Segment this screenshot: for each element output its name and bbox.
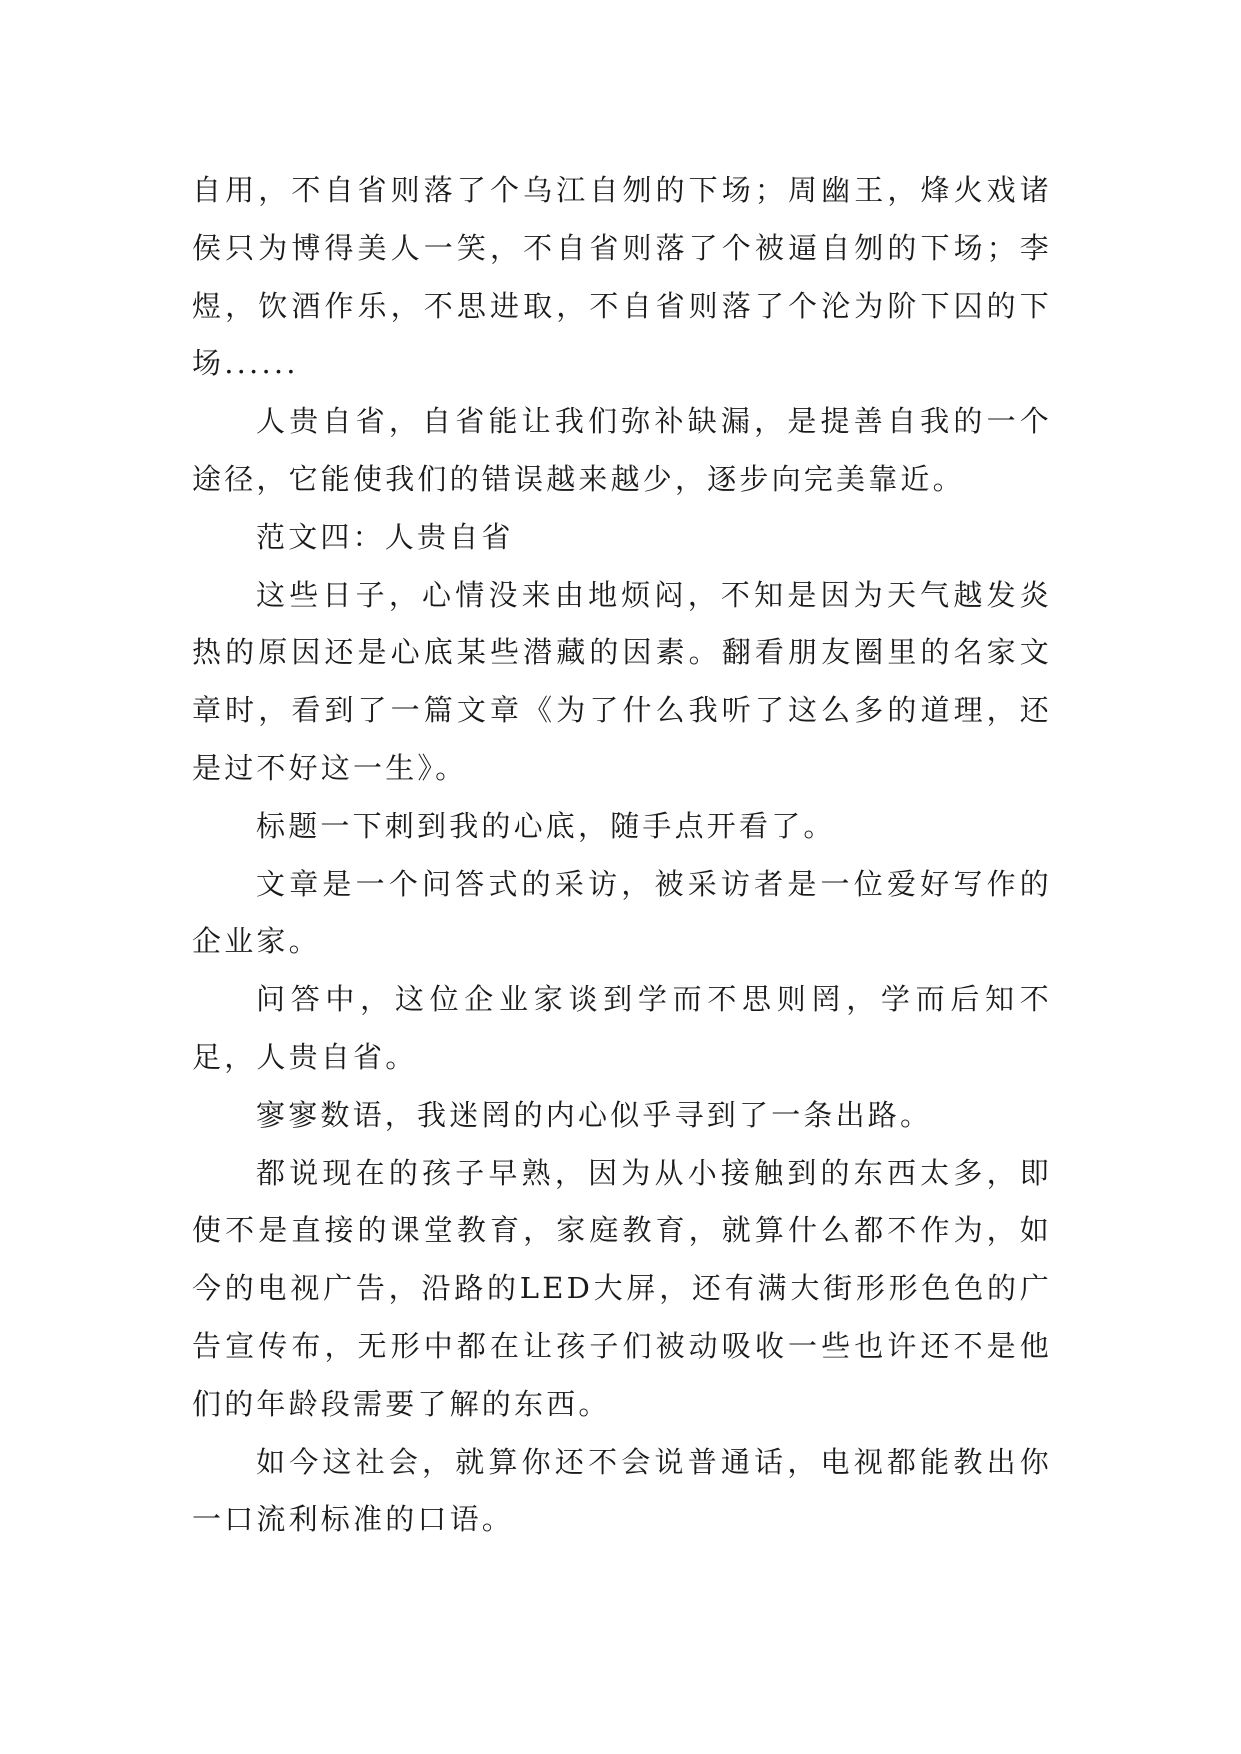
paragraph-8: 寥寥数语，我迷罔的内心似乎寻到了一条出路。	[256, 1097, 933, 1132]
document-body	[192, 162, 1052, 1549]
paragraph-2: 人贵自省，自省能让我们弥补缺漏，是提善自我的一个途径，它能使我们的错误越来越少，逐步向完美靠近。	[192, 404, 1052, 496]
paragraph-5: 标题一下刺到我的心底，随手点开看了。	[256, 808, 836, 843]
paragraph-10: 如今这社会，就算你还不会说普通话，电视都能教出你一口流利标准的口语。	[192, 1444, 1052, 1537]
paragraph-1: 自用，不自省则落了个乌江自刎的下场；周幽王，烽火戏诸侯只为博得美人一笑，不自省则落了个被逼自刎的下场；李煜，饮酒作乐，不思进取，不自省则落了个沦为阶下囚的下场......	[192, 173, 1052, 381]
section-heading: 范文四：人贵自省	[256, 519, 514, 554]
paragraph-9: 都说现在的孩子早熟，因为从小接触到的东西太多，即使不是直接的课堂教育，家庭教育，就算什么都不作为，如今的电视广告，沿路的LED大屏，还有满大街形形色色的广告宣传布，无形中都在让孩子们被动吸收一些也许还不是他们的年龄段需要了解的东西。	[192, 1155, 1052, 1421]
paragraph-4: 这些日子，心情没来由地烦闷，不知是因为天气越发炎热的原因还是心底某些潜藏的因素。翻看朋友圈里的名家文章时，看到了一篇文章《为了什么我听了这么多的道理，还是过不好这一生》。	[192, 577, 1052, 785]
paragraph-7: 问答中，这位企业家谈到学而不思则罔，学而后知不足，人贵自省。	[192, 982, 1052, 1074]
paragraph-6: 文章是一个问答式的采访，被采访者是一位爱好写作的企业家。	[192, 866, 1052, 959]
